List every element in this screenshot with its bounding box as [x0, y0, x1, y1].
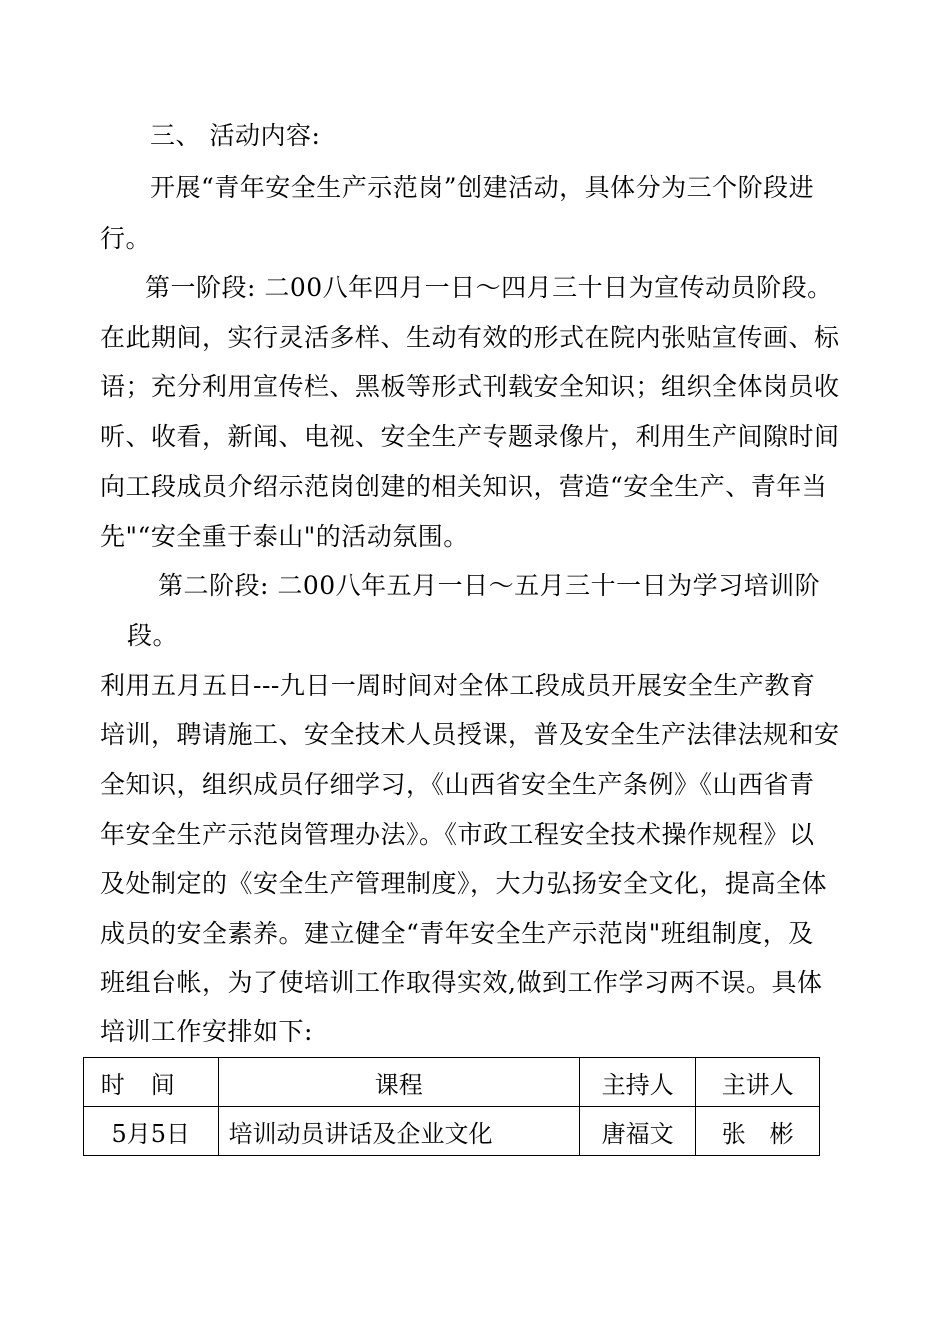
stage1-line-1: 第一阶段: 二00八年四月一日～四月三十日为宣传动员阶段。: [145, 273, 833, 302]
stage1-line-5: 向工段成员介绍示范岗创建的相关知识，营造“安全生产、青年当: [100, 472, 828, 501]
stage2-line-5: 全知识，组织成员仔细学习，《山西省安全生产条例》《山西省青: [100, 770, 815, 799]
cell-host: 唐福文: [579, 1107, 696, 1156]
intro-line-2: 行。: [100, 224, 152, 253]
section-heading: 三、 活动内容:: [150, 121, 321, 150]
stage1-line-2: 在此期间，实行灵活多样、生动有效的形式在院内张贴宣传画、标: [100, 323, 840, 352]
header-lecturer: 主讲人: [696, 1058, 820, 1107]
stage2-line-8: 成员的安全素养。建立健全“青年安全生产示范岗"班组制度，及: [100, 919, 814, 948]
intro-line-1: 开展“青年安全生产示范岗”创建活动，具体分为三个阶段进: [150, 173, 815, 202]
stage2-line-6: 年安全生产示范岗管理办法》。《市政工程安全技术操作规程》以: [100, 820, 815, 849]
stage2-line-7: 及处制定的《安全生产管理制度》，大力弘扬安全文化，提高全体: [100, 869, 828, 898]
stage1-line-6: 先"“安全重于泰山"的活动氛围。: [100, 522, 469, 551]
training-schedule-table: [83, 1057, 820, 1156]
table-header-row: [84, 1058, 820, 1107]
stage2-line-1: 第二阶段: 二00八年五月一日～五月三十一日为学习培训阶: [158, 571, 821, 600]
cell-date: 5月5日: [84, 1107, 219, 1156]
stage1-line-3: 语；充分利用宣传栏、黑板等形式刊载安全知识；组织全体岗员收: [100, 372, 840, 401]
header-course: 课程: [218, 1058, 579, 1107]
table-row: [84, 1107, 820, 1156]
cell-lecturer: 张 彬: [696, 1107, 820, 1156]
header-host: 主持人: [579, 1058, 696, 1107]
header-time: 时间: [84, 1058, 219, 1107]
cell-course: 培训动员讲话及企业文化: [218, 1107, 579, 1156]
stage2-line-4: 培训，聘请施工、安全技术人员授课，普及安全生产法律法规和安: [100, 720, 840, 749]
stage1-line-4: 听、收看，新闻、电视、安全生产专题录像片，利用生产间隙时间: [100, 422, 840, 451]
stage2-line-3: 利用五月五日---九日一周时间对全体工段成员开展安全生产教育: [100, 671, 816, 700]
stage2-line-9: 班组台帐，为了使培训工作取得实效,做到工作学习两不误。具体: [100, 968, 823, 997]
stage2-line-10: 培训工作安排如下:: [100, 1017, 313, 1046]
stage2-line-2: 段。: [127, 621, 179, 650]
